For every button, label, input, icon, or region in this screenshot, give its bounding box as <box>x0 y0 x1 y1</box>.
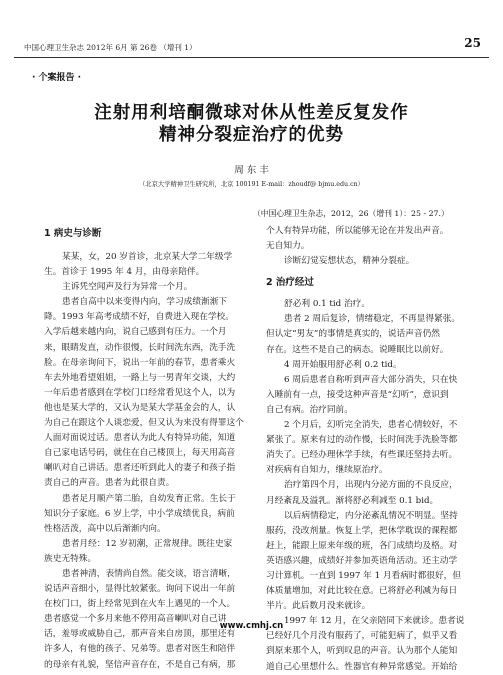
body-line: 患者月经：12 岁初潮，正常规律。既往史家 <box>62 538 233 549</box>
body-line: 车去外地看望姐姐，一路上与一男青年交谈，大约 <box>44 372 236 383</box>
body-line: 6 周后患者自称听到声音大部分消失，只在快 <box>284 374 458 385</box>
body-line: 服药，没改剂量。恢复上学，把休学耽误的课程都 <box>266 525 458 536</box>
body-line: 患者感觉一个多月来他不停用高音喇叭对自己讲 <box>44 614 227 625</box>
body-line: 习计算机。一直到 1997 年 1 月看病时都很好，但 <box>266 570 462 581</box>
body-line: 为自己在跟这个人谈恋爱，但又认为来没有得罪这个 <box>44 418 244 429</box>
body-line: 生。首诊于 1995 年 4 月，由母亲陪伴。 <box>44 267 205 278</box>
body-line: 无自知力。 <box>266 241 310 252</box>
body-line: 舒必利 0.1 tid 治疗。 <box>284 299 371 310</box>
body-line: 半片。此后数月没来就诊。 <box>266 601 371 612</box>
header-rule <box>14 57 489 58</box>
body-line: 紧张了。原来有过的动作慢，长时间洗手洗脸等都 <box>266 435 458 446</box>
body-line: 患者 2 周后复诊，情绪稳定，不再显得紧张。 <box>284 314 461 325</box>
body-line: 患者神清，表情尚自然。能交谈，语言清晰， <box>62 568 236 579</box>
body-line: 到原来那个人，听到叹息的声音。认为那个人能知 <box>266 646 458 657</box>
body-line: 赶上，能跟上原来年级的班，各门成绩均及格。对 <box>266 540 458 551</box>
body-line: 诊断幻觉妄想状态，精神分裂症。 <box>284 256 415 267</box>
body-line: 责自己的声音。患者为此很自责。 <box>44 478 175 489</box>
body-line: 患者足月顺产第二胎，自幼发育正常。生长于 <box>62 493 236 504</box>
body-line: 道自己心里想什么。性器官有种异常感觉。开始给 <box>266 661 458 672</box>
body-line: 入学后越来越内向，说自己感到有压力。一个月 <box>44 327 227 338</box>
footer-url: www.cmhj.cn <box>219 621 284 631</box>
body-line: 说话声音细小，显得比较紧张。询问下说出一年前 <box>44 584 236 595</box>
body-line: 在校门口，街上经常见到在火车上遇见的一个人。 <box>44 599 236 610</box>
body-line: 知识分子家庭。6 岁上学，中小学成绩优良，病前 <box>44 508 235 519</box>
body-line: 话，羞辱或威胁自己，那声音来自房顶，那里还有 <box>44 629 236 640</box>
body-line: 自己家电话号码，就住在自己楼顶上，每天用高音 <box>44 448 236 459</box>
body-line: 英语感兴趣，成绩好并参加英语角活动。还主动学 <box>266 555 458 566</box>
article-title-line-2: 精神分裂症治疗的优势 <box>159 125 344 145</box>
body-line: 患者自高中以来变得内向，学习成绩渐渐下 <box>62 297 228 308</box>
body-line: 已经好几个月没有服药了，可能犯病了，似乎又看 <box>266 631 458 642</box>
body-line: 以后病情稳定，内分泌紊乱情况不明显。坚持 <box>284 510 458 521</box>
body-line: 治疗第四个月，出现内分泌方面的不良反应， <box>284 480 458 491</box>
page-number: 25 <box>464 36 481 50</box>
section-heading-treatment: 2 治疗经过 <box>266 277 314 289</box>
author: 周 东 丰 <box>234 165 269 176</box>
body-line: 对疾病有自知力，继续原治疗。 <box>266 465 388 476</box>
body-line: 但认定“男友”的事情是真实的，说话声音仍然 <box>266 329 440 340</box>
article-title-line-1: 注射用利培酮微球对休从性差反复发作 <box>94 103 409 123</box>
body-line: 一年后患者感到在学校门口经常看见这个人，以为 <box>44 387 236 398</box>
section-tag: · 个案报告 · <box>32 73 82 83</box>
body-line: 人面对面说过话。患者认为此人有特异功能，知道 <box>44 433 236 444</box>
body-line: 自己有病。治疗同前。 <box>266 404 353 415</box>
body-line: 2 个月后，幻听完全消失，患者心情较好，不 <box>284 420 458 431</box>
body-line: 许多人，有他的孩子、兄弟等。患者对医生和陪伴 <box>44 644 236 655</box>
running-header: 中国心理卫生杂志 2012年 6月 第 26卷 （增刊 1） <box>24 43 197 52</box>
citation: （中国心理卫生杂志，2012，26（增刊 1）：25 - 27.） <box>253 209 449 218</box>
body-line: 月经紊乱及溢乳。渐将舒必利减至 0.1 bid。 <box>266 495 439 506</box>
body-line: 性格活泼，高中以后渐渐内向。 <box>44 523 166 534</box>
body-line: 的母亲有礼貌，坚信声音存在，不是自己有病，那 <box>44 659 236 670</box>
body-line: 入睡前有一点，接受这种声音是“幻听”，意识到 <box>266 389 449 400</box>
section-heading-history: 1 病史与诊断 <box>44 228 102 239</box>
body-line: 族史无特殊。 <box>44 553 97 564</box>
body-line: 4 周开始服用舒必利 0.2 tid。 <box>284 359 402 370</box>
body-line: 降。1993 年高考成绩不好，自费进入现在学校。 <box>44 312 234 323</box>
body-line: 他也是某大学的，又认为是某大学基金会的人，认 <box>44 402 236 413</box>
body-line: 主诉凭空闻声及行为异常一个月。 <box>62 282 193 293</box>
left-column <box>44 226 250 673</box>
body-line: 某某，女，20 岁首诊，北京某大学二年级学 <box>62 252 233 262</box>
right-column <box>266 204 484 675</box>
body-line: 消失了。已经办理休学手续，有些课还坚持去听。 <box>266 450 458 461</box>
body-line: 个人有特异功能，所以能够无论在并发出声音。 <box>266 226 449 236</box>
body-line: 存在。这些不是自己的病态。说睡眠比以前好。 <box>266 344 449 355</box>
affiliation: （北京大学精神卫生研究所，北京 100191 E-mail：zhoudf@ bjmu.edu.cn） <box>139 181 364 188</box>
body-line: 1997 年 12 月，在父亲陪同下来就诊。患者说 <box>284 616 465 627</box>
body-line: 脸。在母亲询问下，说出一年前的春节，患者乘火 <box>44 357 236 368</box>
body-line: 来，眼睛发直，动作很慢，长时间洗东西，洗手洗 <box>44 342 236 353</box>
body-line: 喇叭对自己讲话。患者还听到此人的妻子和孩子指 <box>44 463 236 474</box>
body-line: 体质量增加，对此比较在意。已将舒必利减为每日 <box>266 586 458 597</box>
